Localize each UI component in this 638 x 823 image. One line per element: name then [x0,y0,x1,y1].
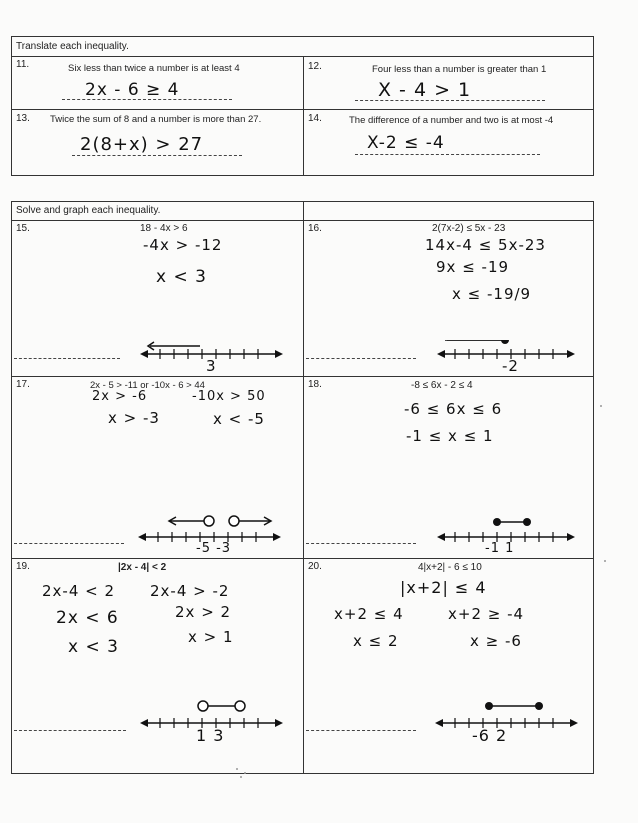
problem-16-work-3: x ≤ -19/9 [452,285,532,303]
problem-16-work-2: 9x ≤ -19 [436,258,510,276]
problem-11-number: 11. [16,59,30,70]
problem-19-work-2: 2x-4 > -2 [150,582,230,600]
problem-19-work-6: x > 1 [188,628,234,646]
problem-17-work-3: x > -3 [108,409,160,427]
problem-18-prompt: -8 ≤ 6x - 2 ≤ 4 [411,380,473,391]
problem-19-work-3: 2x < 6 [56,608,119,628]
problem-15-work-2: x < 3 [156,267,207,287]
problem-20-graph-label: -6 2 [472,726,508,745]
problem-14-answer: X-2 ≤ -4 [367,133,445,153]
section2-heading: Solve and graph each inequality. [16,205,161,216]
problem-15-prompt: 18 - 4x > 6 [140,223,188,234]
problem-16-prompt: 2(7x-2) ≤ 5x - 23 [432,223,506,234]
problem-11-prompt: Six less than twice a number is at least 4 [68,63,240,74]
problem-20-work-3: x+2 ≥ -4 [448,605,525,623]
problem-17-work-1: 2x > -6 [92,389,148,404]
problem-17-prompt: 2x - 5 > -11 or -10x - 6 > 44 [90,380,205,391]
problem-11-answer: 2x - 6 ≥ 4 [85,80,180,100]
problem-18-number: 18. [308,379,322,390]
problem-19-number: 19. [16,561,30,572]
problem-18-work-1: -6 ≤ 6x ≤ 6 [404,400,503,418]
section1-heading: Translate each inequality. [16,41,129,52]
problem-19-work-4: 2x > 2 [175,603,232,621]
problem-20-work-2: x+2 ≤ 4 [334,605,404,623]
problem-15-work-1: -4x > -12 [143,236,223,254]
problem-14-prompt: The difference of a number and two is at most -4 [349,115,554,126]
problem-19-graph-label: 1 3 [196,726,225,745]
problem-20-prompt: 4|x+2| - 6 ≤ 10 [418,562,482,573]
problem-16-number: 16. [308,223,322,234]
problem-12-number: 12. [308,61,322,72]
problem-17-work-2: -10x > 50 [192,389,266,404]
problem-19-work-5: x < 3 [68,637,119,657]
problem-14-number: 14. [308,113,322,124]
problem-18-graph-label: -1 1 [485,541,515,556]
problem-17-graph-label: -5 -3 [196,541,232,556]
problem-20-work-4: x ≤ 2 [353,632,399,650]
problem-17-number: 17. [16,379,30,390]
problem-12-answer: X - 4 > 1 [378,79,472,101]
problem-20-work-1: |x+2| ≤ 4 [400,578,487,597]
problem-17-work-4: x < -5 [213,410,265,428]
problem-20-work-5: x ≥ -6 [470,632,522,650]
problem-20-number-line [435,697,580,731]
problem-18-work-2: -1 ≤ x ≤ 1 [406,427,494,445]
problem-19-work-1: 2x-4 < 2 [42,582,116,600]
problem-20-number: 20. [308,561,322,572]
problem-13-prompt: Twice the sum of 8 and a number is more than 27. [50,114,262,125]
problem-16-graph-label: -2 [502,357,519,375]
problem-15-number: 15. [16,223,30,234]
problem-19-prompt: |2x - 4| < 2 [118,562,167,573]
problem-16-work-1: 14x-4 ≤ 5x-23 [425,236,546,254]
problem-13-answer: 2(8+x) > 27 [80,134,204,155]
problem-15-graph-label: 3 [206,357,217,375]
problem-13-number: 13. [16,113,30,124]
problem-12-prompt: Four less than a number is greater than 1 [372,64,547,75]
